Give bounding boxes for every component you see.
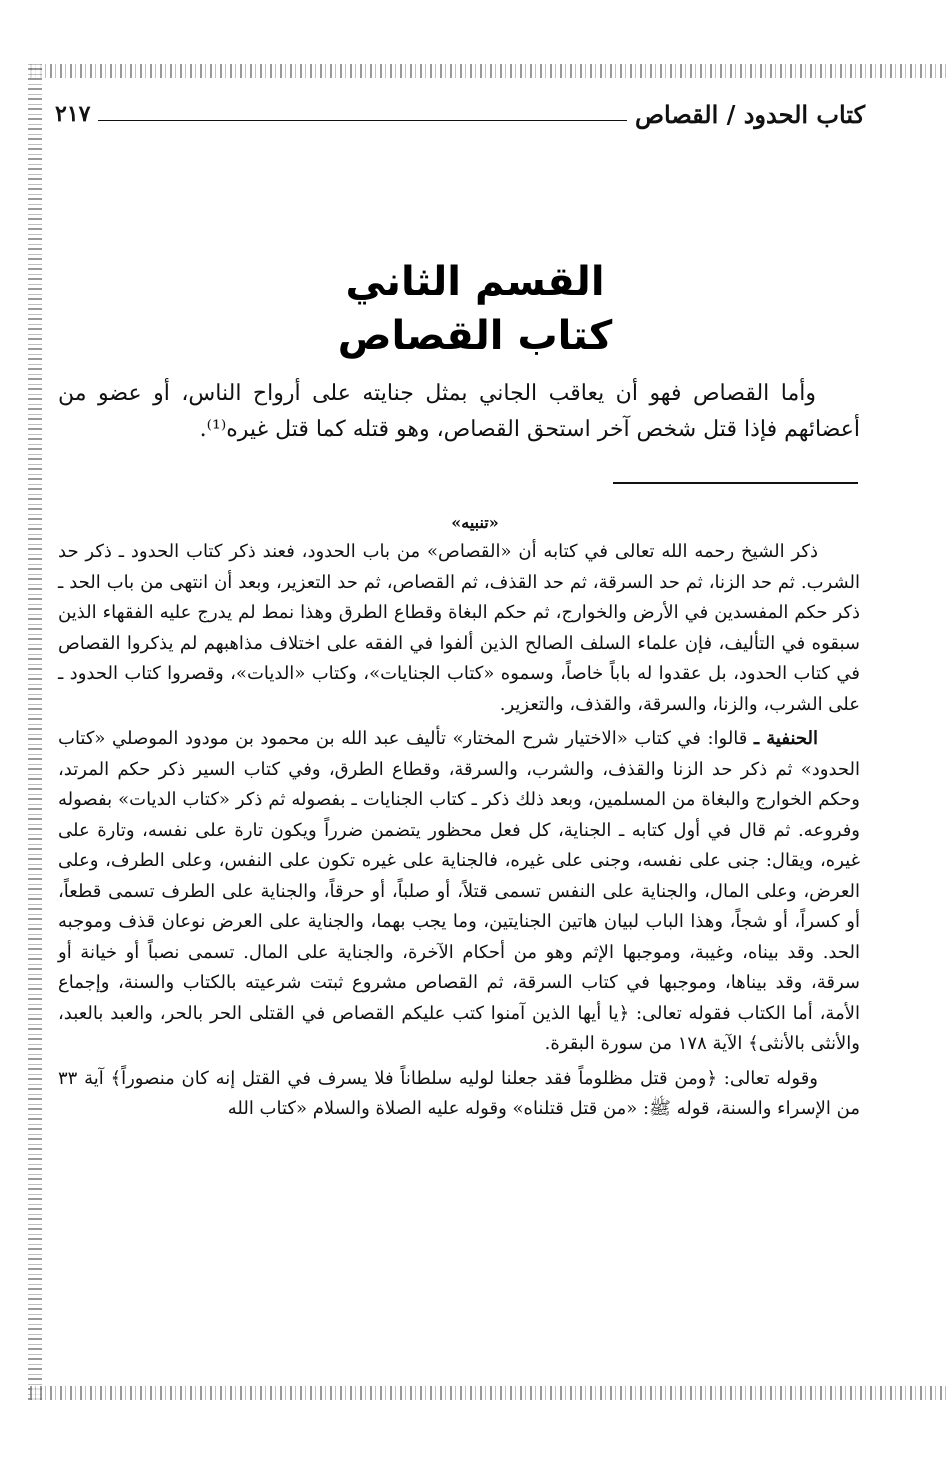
paragraph-2-text: قالوا: في كتاب «الاختيار شرح المختار» تأليف عبد الله بن محمود بن مودود الموصلي «كتاب الحدود» ثم ذكر حد الزنا والقذف، والشرب، والسرقة، وقطاع الطرق، وفي كتاب السير ذكر حكم المرتد، وحكم الخوارج والبغاة من المسلمين، وبعد ذلك ذكر ـ كتاب الجنايات ـ بفصوله ثم ذكر «كتاب الديات» بفصوله وفروعه. ثم قال في أول كتابه ـ الجناية، كل فعل محظور يتضمن ضرراً ويكون تارة على نفسه، وتارة على غيره، ويقال: جنى على نفسه، وجنى على غيره، فالجناية على غيره تكون على النفس، وعلى الطرف، وعلى العرض، وعلى المال، والجناية على النفس تسمى قتلاً، أو صلباً، أو حرقاً، والجناية على الطرف تسمى قطعاً، أو كسراً، أو شجاً، وهذا الباب لبيان هاتين الجنايتين، وما يجب بهما، والجناية على العرض نوعان قذف وموجبه الحد. وقد بيناه، وغيبة، وموجبها الإثم وهو من أحكام الآخرة، والجناية على المال. تسمى نصباً أو خيانة أو سرقة، وقد بيناها، وموجبها في كتاب السرقة، ثم القصاص مشروع ثبتت شرعيته بالكتاب والسنة، وإجماع الأمة، أما الكتاب فقوله تعالى: ﴿يا أيها الذين آمنوا كتب عليكم القصاص في القتلى الحر بالحر، والعبد بالعبد، والأنثى بالأنثى﴾ الآية ١٧٨ من سورة البقرة. (58, 728, 860, 1054)
paragraph-2 (58, 724, 860, 1060)
main-text (58, 537, 860, 1129)
header-rule (98, 108, 627, 121)
notice-title: «تنبيه» (451, 513, 499, 532)
running-header (55, 96, 865, 132)
section-heading-line-2: كتاب القصاص (337, 313, 613, 359)
paragraph-1: ذكر الشيخ رحمه الله تعالى في كتابه أن «القصاص» من باب الحدود، فعند ذكر كتاب الحدود ـ ذكر حد الشرب. ثم حد الزنا، ثم حد السرقة، ثم حد القذف، ثم القصاص، ثم حد التعزير، وبعد أن انتهى من باب الحد ـ ذكر حكم المفسدين في الأرض والخوارج، ثم حكم البغاة وقطاع الطرق وهذا نمط لم يدرج عليه الفقهاء الذين سبقوه في التأليف، فإن علماء السلف الصالح الذين ألفوا في الفقه على اختلاف مذاهبهم لم يذكروا القصاص في كتاب الحدود، بل عقدوا له باباً خاصاً، وسموه «كتاب الجنايات»، وكتاب «الديات»، وقصروا كتاب الحدود ـ على الشرب، والزنا، والسرقة، والقذف، والتعزير. (58, 541, 860, 715)
page-number: ٢١٧ (55, 101, 91, 127)
paragraph-3: وقوله تعالى: ﴿ومن قتل مظلوماً فقد جعلنا لوليه سلطاناً فلا يسرف في القتل إنه كان منصوراً﴾ آية ٣٣ من الإسراء والسنة، قوله ﷺ: «من قتل قتلناه» وقوله عليه الصلاة والسلام «كتاب الله (58, 1067, 860, 1119)
intro-block (58, 376, 860, 448)
decorative-border-top (30, 64, 950, 78)
paragraph-2-lead: الحنفية ـ (753, 728, 818, 749)
intro-paragraph: وأما القصاص فهو أن يعاقب الجاني بمثل جنايته على أرواح الناس، أو عضو من أعضائهم فإذا قتل شخص آخر استحق القصاص، وهو قتله كما قتل غيره⁽¹⁾. (58, 381, 860, 442)
decorative-border-bottom (30, 1386, 950, 1400)
header-title: كتاب الحدود / القصاص (634, 99, 865, 129)
section-heading-line-1: القسم الثاني (345, 259, 605, 305)
footnote-separator (613, 482, 858, 484)
section-heading (0, 255, 950, 363)
